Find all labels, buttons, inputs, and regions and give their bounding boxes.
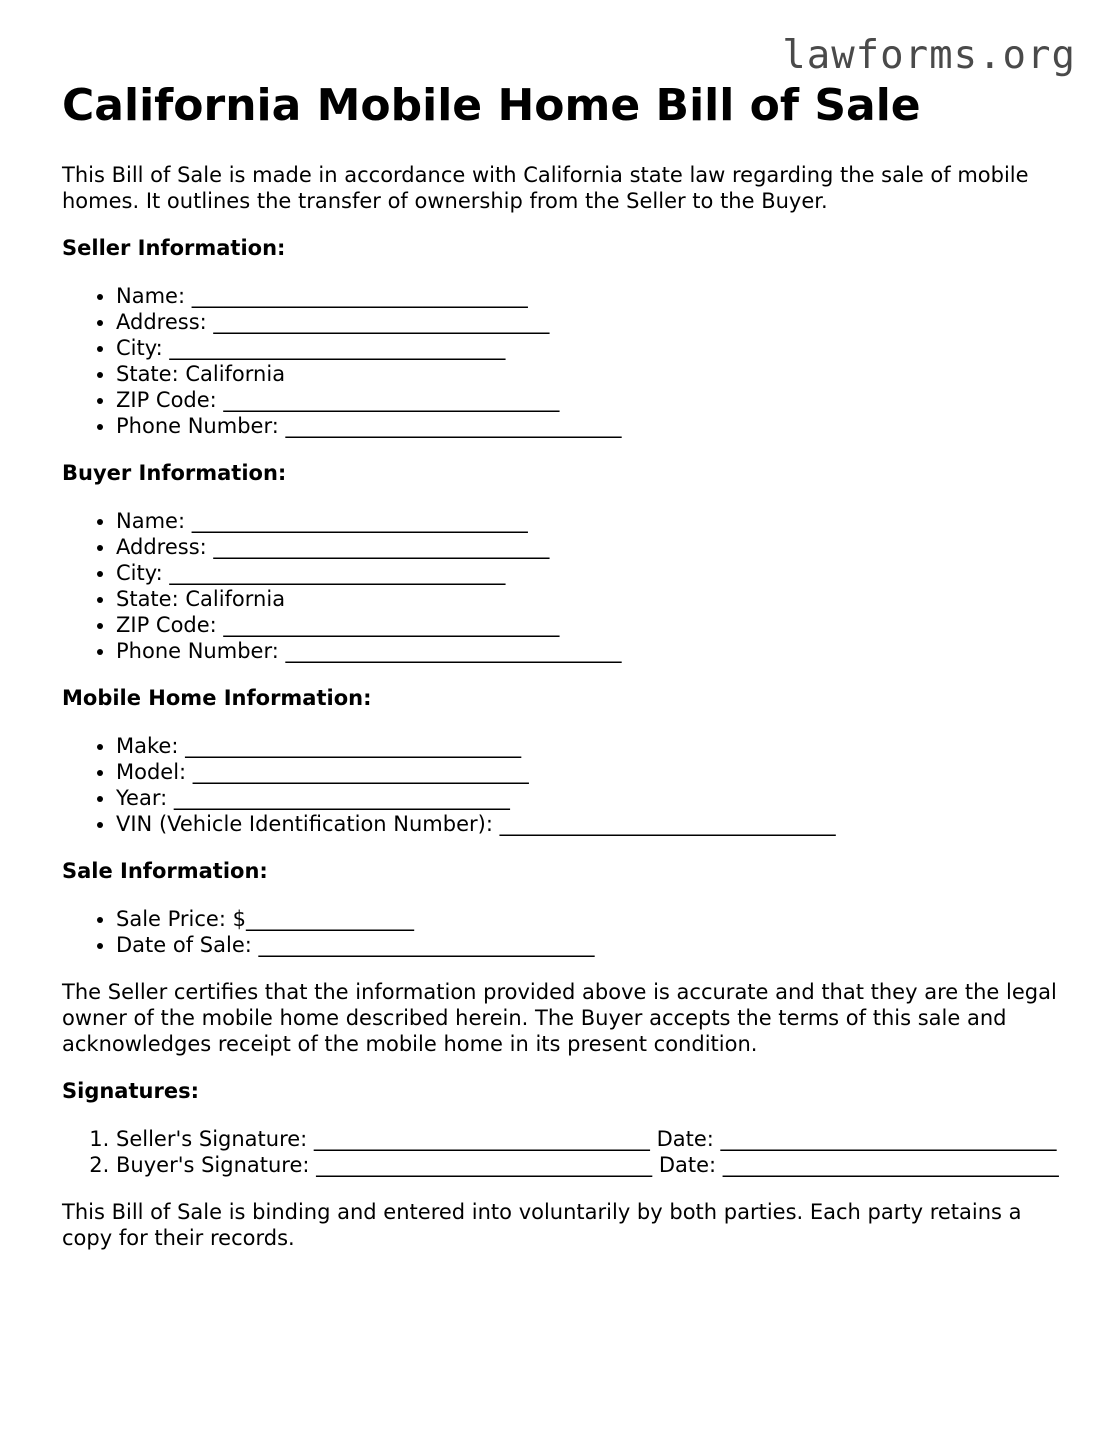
buyer-state-field: • State: California: [116, 586, 1062, 612]
seller-name-field: • Name: ________________________________: [116, 283, 1062, 309]
buyer-address-field: • Address: ________________________________: [116, 534, 1062, 560]
intro-paragraph: This Bill of Sale is made in accordance with California state law regarding the sale of mobile homes. It outlines the transfer of ownership from the Seller to the Buyer.: [62, 163, 1029, 213]
sale-heading: Sale Information:: [62, 859, 268, 883]
home-make-field: • Make: ________________________________: [116, 733, 1062, 759]
sale-list: [62, 906, 1062, 958]
seller-heading: Seller Information:: [62, 236, 286, 260]
seller-city-field: • City: ________________________________: [116, 335, 1062, 361]
home-vin-field: • VIN (Vehicle Identification Number): ________________________________: [116, 811, 1062, 837]
seller-phone-field: • Phone Number: ________________________________: [116, 413, 1062, 439]
document-body: [62, 80, 1062, 1251]
site-watermark: lawforms.org: [782, 33, 1076, 78]
page-title: California Mobile Home Bill of Sale: [62, 80, 921, 131]
seller-address-field: • Address: ________________________________: [116, 309, 1062, 335]
seller-state-field: • State: California: [116, 361, 1062, 387]
signatures-heading: Signatures:: [62, 1079, 199, 1103]
home-model-field: • Model: ________________________________: [116, 759, 1062, 785]
buyer-list: [62, 508, 1062, 664]
signatures-list: [62, 1126, 1062, 1178]
buyer-signature-line: 2. Buyer's Signature: ________________________________ Date: ________________________________: [116, 1152, 1062, 1178]
home-list: [62, 733, 1062, 837]
closing-paragraph: This Bill of Sale is binding and entered into voluntarily by both parties. Each party retains a copy for their records.: [62, 1200, 1022, 1250]
seller-signature-line: 1. Seller's Signature: ________________________________ Date: ________________________________: [116, 1126, 1062, 1152]
buyer-name-field: • Name: ________________________________: [116, 508, 1062, 534]
sale-date-field: • Date of Sale: ________________________________: [116, 932, 1062, 958]
buyer-city-field: • City: ________________________________: [116, 560, 1062, 586]
seller-list: [62, 283, 1062, 439]
home-heading: Mobile Home Information:: [62, 686, 372, 710]
buyer-phone-field: • Phone Number: ________________________________: [116, 638, 1062, 664]
home-year-field: • Year: ________________________________: [116, 785, 1062, 811]
sale-price-field: • Sale Price: $________________: [116, 906, 1062, 932]
seller-zip-field: • ZIP Code: ________________________________: [116, 387, 1062, 413]
buyer-zip-field: • ZIP Code: ________________________________: [116, 612, 1062, 638]
buyer-heading: Buyer Information:: [62, 461, 287, 485]
certification-paragraph: The Seller certifies that the information provided above is accurate and that they are the legal owner of the mobile home described herein. The Buyer accepts the terms of this sale and acknowledges receipt of the mobile home in its present condition.: [62, 980, 1057, 1056]
